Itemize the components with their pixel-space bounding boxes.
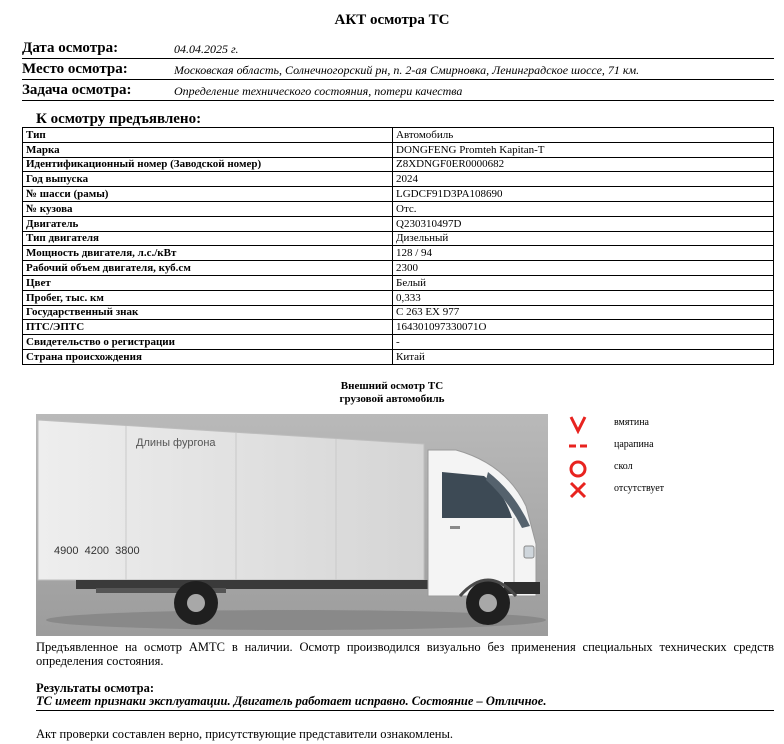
legend-item-scratch	[566, 436, 746, 456]
meta-value: 04.04.2025 г.	[174, 42, 239, 56]
spec-key: Мощность двигателя, л.с./кВт	[23, 246, 393, 261]
spec-key: Идентификационный номер (Заводской номер)	[23, 157, 393, 172]
spec-value: Отс.	[393, 201, 774, 216]
table-row	[23, 142, 774, 157]
rear-wheel-hub	[187, 594, 205, 612]
exterior-title-line2: грузовой автомобиль	[339, 393, 445, 405]
dent-icon	[566, 414, 592, 434]
spec-key: Марка	[23, 142, 393, 157]
spec-key: Двигатель	[23, 216, 393, 231]
spec-key: Страна происхождения	[23, 349, 393, 364]
spec-value: Дизельный	[393, 231, 774, 246]
meta-label: Задача осмотра:	[22, 82, 132, 98]
table-row	[23, 172, 774, 187]
spec-value: 2024	[393, 172, 774, 187]
spec-value: 164301097330071О	[393, 320, 774, 335]
table-row	[23, 305, 774, 320]
legend-item-missing	[566, 480, 746, 500]
spec-value: 0,333	[393, 290, 774, 305]
meta-row-date	[22, 38, 774, 59]
scratch-icon	[566, 436, 592, 456]
spec-key: Свидетельство о регистрации	[23, 335, 393, 350]
table-row	[23, 128, 774, 143]
spec-key: № шасси (рамы)	[23, 187, 393, 202]
spec-value: Автомобиль	[393, 128, 774, 143]
spec-value: Z8XDNGF0ER0000682	[393, 157, 774, 172]
table-row	[23, 216, 774, 231]
spec-key: Государственный знак	[23, 305, 393, 320]
results-text: ТС имеет признаки эксплуатации. Двигатель работает исправно. Состояние – Отличное.	[36, 694, 774, 711]
chip-icon	[566, 458, 592, 478]
truck-photo	[36, 414, 548, 636]
exterior-title-line1: Внешний осмотр ТС	[340, 380, 444, 392]
meta-row-place	[22, 59, 774, 80]
section-heading: К осмотру предъявлено:	[36, 111, 202, 127]
meta-value: Определение технического состояния, потери качества	[174, 84, 463, 98]
closing-statement: Акт проверки составлен верно, присутствующие представители ознакомлены.	[36, 727, 453, 741]
meta-label: Место осмотра:	[22, 61, 128, 77]
spec-key: Тип	[23, 128, 393, 143]
table-row	[23, 290, 774, 305]
spec-value: Китай	[393, 349, 774, 364]
spec-key: Пробег, тыс. км	[23, 290, 393, 305]
specs-table	[22, 127, 774, 365]
box-length-label: Длины фургона	[136, 437, 216, 449]
headlight	[524, 546, 534, 558]
table-row	[23, 157, 774, 172]
document-title: АКТ осмотра ТС	[334, 12, 450, 28]
exterior-title	[0, 380, 784, 406]
legend-item-dent	[566, 414, 746, 434]
legend-label: отсутствует	[614, 483, 665, 494]
legend-label: вмятина	[614, 417, 649, 428]
meta-label: Дата осмотра:	[22, 40, 119, 56]
table-row	[23, 201, 774, 216]
spec-key: Цвет	[23, 275, 393, 290]
legend-label: скол	[614, 461, 633, 472]
table-row	[23, 320, 774, 335]
spec-value: 2300	[393, 261, 774, 276]
table-row	[23, 261, 774, 276]
legend-item-chip	[566, 458, 746, 478]
table-row	[23, 231, 774, 246]
table-row	[23, 246, 774, 261]
spec-key: Рабочий объем двигателя, куб.см	[23, 261, 393, 276]
box-length-values: 4900 4200 3800	[54, 545, 140, 557]
meta-value: Московская область, Солнечногорский рн, п. 2-ая Смирновка, Ленинградское шоссе, 71 км.	[174, 63, 640, 77]
spec-value: LGDCF91D3PA108690	[393, 187, 774, 202]
damage-legend	[566, 414, 746, 514]
door-handle	[450, 526, 460, 529]
meta-row-task	[22, 80, 774, 101]
legend-label: царапина	[614, 439, 654, 450]
spec-value: С 263 ЕХ 977	[393, 305, 774, 320]
spec-value: Q230310497D	[393, 216, 774, 231]
front-wheel-hub	[479, 594, 497, 612]
spec-value: DONGFENG Promteh Kapitan-T	[393, 142, 774, 157]
spec-value: Белый	[393, 275, 774, 290]
missing-icon	[566, 480, 592, 500]
spec-value: 128 / 94	[393, 246, 774, 261]
inspection-paragraph: Предъявленное на осмотр АМТС в наличии. Осмотр производился визуально без применения специальных технических средств определения состояния.	[36, 640, 774, 668]
table-row	[23, 275, 774, 290]
table-row	[23, 187, 774, 202]
table-row	[23, 349, 774, 364]
table-row	[23, 335, 774, 350]
spec-key: ПТС/ЭПТС	[23, 320, 393, 335]
results-label: Результаты осмотра:	[36, 681, 154, 695]
spec-key: № кузова	[23, 201, 393, 216]
spec-key: Год выпуска	[23, 172, 393, 187]
spec-key: Тип двигателя	[23, 231, 393, 246]
chassis-frame	[76, 580, 436, 589]
spec-value: -	[393, 335, 774, 350]
